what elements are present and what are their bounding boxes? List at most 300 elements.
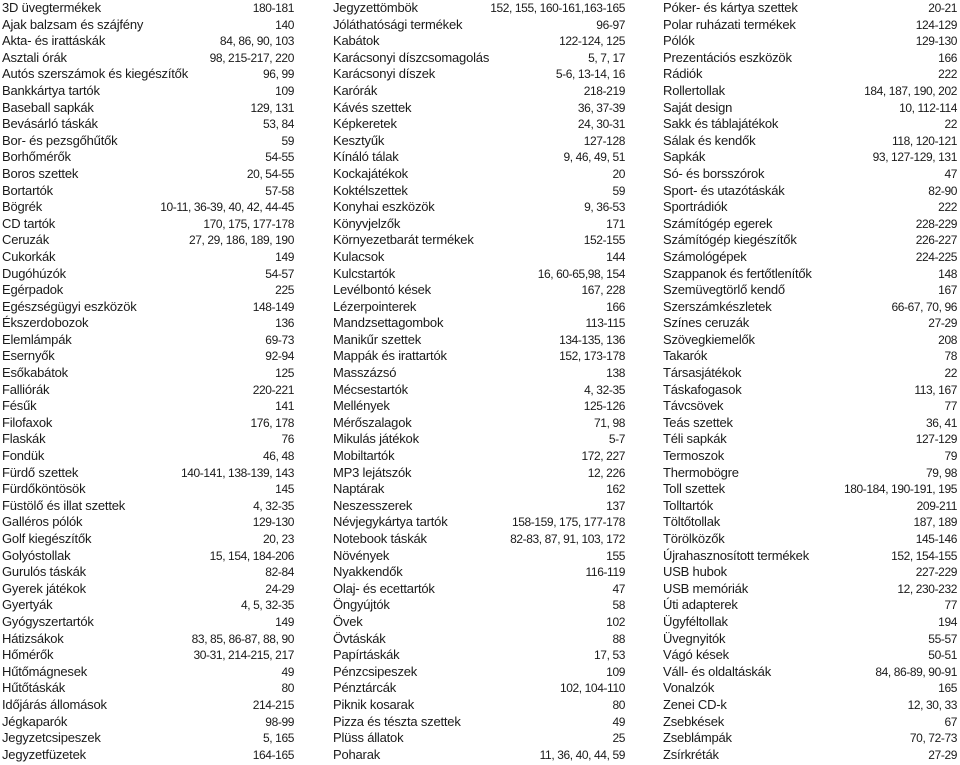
index-entry xyxy=(333,398,625,415)
index-term: Borhőmérők xyxy=(2,149,71,165)
index-page-numbers: 4, 32-35 xyxy=(253,498,294,513)
index-entry xyxy=(663,183,957,200)
index-page-numbers: 118, 120-121 xyxy=(891,133,957,148)
index-term: Papírtáskák xyxy=(333,647,400,663)
index-entry xyxy=(333,581,625,598)
index-term: Tolltartók xyxy=(663,497,714,513)
index-entry xyxy=(333,697,625,714)
index-entry xyxy=(663,50,957,67)
index-page-numbers: 36, 37-39 xyxy=(577,100,625,115)
index-term: Szerszámkészletek xyxy=(663,298,772,314)
index-page-numbers: 140-141, 138-139, 143 xyxy=(180,465,294,480)
index-term: Mandzsettagombok xyxy=(333,315,444,331)
index-page-numbers: 171 xyxy=(606,216,625,231)
index-page-numbers: 155 xyxy=(606,548,625,563)
index-page-numbers: 12, 226 xyxy=(587,465,625,480)
index-term: Jegyzetcsipeszek xyxy=(2,730,101,746)
index-term: Gyertyák xyxy=(2,597,53,613)
index-entry xyxy=(333,382,625,399)
index-page-numbers: 15, 154, 184-206 xyxy=(209,548,294,563)
index-entry xyxy=(2,730,294,747)
index-entry xyxy=(663,664,957,681)
index-term: Számológépek xyxy=(663,248,747,264)
index-entry xyxy=(663,481,957,498)
index-page-numbers: 77 xyxy=(944,598,957,613)
index-term: Egérpadok xyxy=(2,282,64,298)
index-term: Zenei CD-k xyxy=(663,696,727,712)
index-page-numbers: 82-83, 87, 91, 103, 172 xyxy=(510,532,625,546)
index-term: Fürdőköntösök xyxy=(2,481,86,497)
index-page-numbers: 152, 154-155 xyxy=(891,548,957,563)
index-page-numbers: 152-155 xyxy=(583,233,625,248)
index-term: Bortartók xyxy=(2,182,53,198)
index-page-numbers: 84, 86, 90, 103 xyxy=(219,34,294,49)
index-page-numbers: 70, 72-73 xyxy=(909,731,957,746)
index-term: Bögrék xyxy=(2,199,42,215)
index-entry xyxy=(2,249,294,266)
index-term: Kesztyűk xyxy=(333,132,385,148)
index-page-numbers: 127-128 xyxy=(583,133,625,148)
index-term: Elemlámpák xyxy=(2,331,72,347)
index-page-numbers: 102, 104-110 xyxy=(559,681,625,696)
index-page-numbers: 47 xyxy=(612,581,625,596)
index-term: Flaskák xyxy=(2,431,46,447)
index-term: Termoszok xyxy=(663,448,725,464)
index-page-numbers: 176, 178 xyxy=(250,415,294,430)
index-page-numbers: 149 xyxy=(275,249,294,264)
index-entry xyxy=(663,548,957,565)
index-term: Toll szettek xyxy=(663,481,725,497)
index-term: Sapkák xyxy=(663,149,706,165)
index-page-numbers: 166 xyxy=(938,50,957,65)
index-term: Autós szerszámok és kiegészítők xyxy=(2,66,188,82)
index-term: Zseblámpák xyxy=(663,730,732,746)
index-term: Hátizsákok xyxy=(2,630,64,646)
index-entry xyxy=(663,498,957,515)
index-page-numbers: 184, 187, 190, 202 xyxy=(864,83,957,98)
index-page-numbers: 67 xyxy=(944,714,957,729)
index-term: Rádiók xyxy=(663,66,703,82)
index-entry xyxy=(333,747,625,764)
index-entry xyxy=(663,83,957,100)
index-page-numbers: 57-58 xyxy=(265,183,294,198)
index-entry xyxy=(663,348,957,365)
index-term: Hűtőtáskák xyxy=(2,680,66,696)
index-entry xyxy=(663,597,957,614)
index-term: Prezentációs eszközök xyxy=(663,49,792,65)
index-entry xyxy=(2,116,294,133)
index-page-numbers: 127-129 xyxy=(915,432,957,447)
index-term: Pénzcsipeszek xyxy=(333,663,418,679)
index-entry xyxy=(663,730,957,747)
index-page-numbers: 53, 84 xyxy=(263,117,294,132)
index-page-numbers: 12, 30, 33 xyxy=(907,697,957,712)
index-term: Notebook táskák xyxy=(333,531,427,546)
index-page-numbers: 50-51 xyxy=(928,648,957,663)
index-page-numbers: 93, 127-129, 131 xyxy=(872,150,957,165)
index-term: Golyóstollak xyxy=(2,547,71,563)
index-page-numbers: 109 xyxy=(606,664,625,679)
index-page-numbers: 136 xyxy=(275,316,294,331)
index-entry xyxy=(2,17,294,34)
index-term: Boros szettek xyxy=(2,165,79,181)
index-term: Szappanok és fertőtlenítők xyxy=(663,265,812,281)
index-entry xyxy=(333,597,625,614)
index-page-numbers: 152, 155, 160-161,163-165 xyxy=(490,1,625,15)
index-term: Bankkártya tartók xyxy=(2,82,100,98)
index-entry xyxy=(663,514,957,531)
index-entry xyxy=(333,481,625,498)
index-page-numbers: 224-225 xyxy=(915,249,957,264)
index-entry xyxy=(663,680,957,697)
index-term: Masszázsó xyxy=(333,365,397,381)
index-entry xyxy=(333,448,625,465)
index-entry xyxy=(663,631,957,648)
index-entry xyxy=(2,498,294,515)
index-entry xyxy=(2,597,294,614)
index-term: Galléros pólók xyxy=(2,514,83,530)
index-term: MP3 lejátszók xyxy=(333,464,412,480)
index-term: USB hubok xyxy=(663,564,727,580)
index-term: Cukorkák xyxy=(2,248,56,264)
index-entry xyxy=(333,83,625,100)
index-page-numbers: 98-99 xyxy=(265,714,294,729)
index-page-numbers: 17, 53 xyxy=(594,648,625,663)
index-term: Golf kiegészítők xyxy=(2,531,92,546)
index-page-numbers: 71, 98 xyxy=(594,415,625,430)
index-entry xyxy=(2,714,294,731)
index-page-numbers: 148 xyxy=(938,266,957,281)
index-entry xyxy=(333,365,625,382)
index-term: Nyakkendők xyxy=(333,564,403,580)
index-entry xyxy=(2,66,294,83)
index-entry xyxy=(2,0,294,17)
index-term: Fürdő szettek xyxy=(2,464,79,480)
index-page-numbers: 109 xyxy=(275,83,294,98)
index-term: Társasjátékok xyxy=(663,365,742,381)
index-page-numbers: 165 xyxy=(938,681,957,696)
index-term: Ügyféltollak xyxy=(663,613,728,629)
index-term: Sakk és táblajátékok xyxy=(663,116,779,132)
index-page-numbers: 59 xyxy=(612,183,625,198)
index-term: Növények xyxy=(333,547,390,563)
index-page-numbers: 27-29 xyxy=(928,316,957,331)
index-term: Jegyzettömbök xyxy=(333,0,418,15)
index-page-numbers: 228-229 xyxy=(915,216,957,231)
index-column-1 xyxy=(2,0,294,763)
index-page-numbers: 54-57 xyxy=(265,266,294,281)
index-entry xyxy=(2,581,294,598)
index-entry xyxy=(663,614,957,631)
index-page-numbers: 137 xyxy=(606,498,625,513)
index-entry xyxy=(333,730,625,747)
index-term: Mikulás játékok xyxy=(333,431,419,447)
index-entry xyxy=(663,199,957,216)
index-page-numbers: 5, 165 xyxy=(263,731,294,746)
index-page-numbers: 10, 112-114 xyxy=(899,100,957,115)
index-term: Újrahasznosított termékek xyxy=(663,547,810,563)
index-page-numbers: 9, 36-53 xyxy=(584,200,625,215)
index-page-numbers: 98, 215-217, 220 xyxy=(209,50,294,65)
index-column-2 xyxy=(333,0,625,763)
index-term: Környezetbarát termékek xyxy=(333,232,474,248)
index-entry xyxy=(333,714,625,731)
index-term: Filofaxok xyxy=(2,414,53,430)
index-page-numbers: 222 xyxy=(938,67,957,82)
index-term: Asztali órák xyxy=(2,49,67,65)
index-entry xyxy=(333,66,625,83)
index-entry xyxy=(333,266,625,283)
index-term: Övtáskák xyxy=(333,630,386,646)
index-term: Zsebkések xyxy=(663,713,725,729)
index-page-numbers: 10-11, 36-39, 40, 42, 44-45 xyxy=(160,200,294,215)
index-entry xyxy=(663,299,957,316)
index-term: Neszesszerek xyxy=(333,497,413,513)
index-term: Vágó kések xyxy=(663,647,729,663)
index-entry xyxy=(663,581,957,598)
index-entry xyxy=(2,282,294,299)
index-page-numbers: 4, 5, 32-35 xyxy=(241,598,294,613)
index-entry xyxy=(2,299,294,316)
index-entry xyxy=(2,83,294,100)
index-entry xyxy=(333,465,625,482)
index-term: Kávés szettek xyxy=(333,99,412,115)
index-entry xyxy=(663,531,957,548)
index-term: USB memóriák xyxy=(663,580,749,596)
index-entry xyxy=(2,481,294,498)
index-term: Mécsestartók xyxy=(333,381,408,397)
index-entry xyxy=(2,514,294,531)
index-entry xyxy=(2,448,294,465)
index-page-numbers: 166 xyxy=(606,299,625,314)
index-term: Falliórák xyxy=(2,381,50,397)
index-page-numbers: 36, 41 xyxy=(926,415,957,430)
index-entry xyxy=(333,282,625,299)
index-term: Jégkaparók xyxy=(2,713,68,729)
index-term: Időjárás állomások xyxy=(2,696,107,712)
index-term: Póker- és kártya szettek xyxy=(663,0,798,15)
index-term: Ceruzák xyxy=(2,232,50,248)
index-page-numbers: 78 xyxy=(944,349,957,364)
index-page-numbers: 82-84 xyxy=(265,565,294,580)
index-term: Sport- és utazótáskák xyxy=(663,182,785,198)
index-term: Dugóhúzók xyxy=(2,265,66,281)
index-page-numbers: 214-215 xyxy=(252,697,294,712)
index-term: Zsírkréták xyxy=(663,746,719,762)
index-entry xyxy=(333,531,625,548)
index-page-numbers: 113, 167 xyxy=(914,382,957,397)
index-page-numbers: 47 xyxy=(944,166,957,181)
index-page-numbers: 22 xyxy=(944,366,957,381)
index-page-numbers: 226-227 xyxy=(915,233,957,248)
index-term: Gurulós táskák xyxy=(2,564,86,580)
index-entry xyxy=(2,365,294,382)
index-entry xyxy=(333,149,625,166)
index-entry xyxy=(663,116,957,133)
index-entry xyxy=(2,697,294,714)
index-entry xyxy=(333,116,625,133)
index-entry xyxy=(2,199,294,216)
index-entry xyxy=(2,133,294,150)
index-term: Baseball sapkák xyxy=(2,99,94,115)
index-page-numbers: 46, 48 xyxy=(263,449,294,464)
index-page-numbers: 24, 30-31 xyxy=(577,117,625,132)
index-entry xyxy=(333,498,625,515)
index-term: Rollertollak xyxy=(663,82,725,98)
index-term: Hőmérők xyxy=(2,647,54,663)
index-entry xyxy=(2,631,294,648)
index-entry xyxy=(2,315,294,332)
index-entry xyxy=(663,232,957,249)
index-entry xyxy=(2,564,294,581)
index-term: Akta- és irattáskák xyxy=(2,33,106,49)
index-entry xyxy=(663,431,957,448)
index-term: Karórák xyxy=(333,82,378,98)
index-entry xyxy=(333,100,625,117)
index-term: Mobiltartók xyxy=(333,448,395,464)
index-term: Úti adapterek xyxy=(663,597,738,613)
index-term: Kulacsok xyxy=(333,248,385,264)
index-page-numbers: 134-135, 136 xyxy=(559,332,625,347)
index-entry xyxy=(663,0,957,17)
index-page-numbers: 145-146 xyxy=(915,532,957,546)
index-page-numbers: 5, 7, 17 xyxy=(588,50,625,65)
index-term: Ékszerdobozok xyxy=(2,315,89,331)
index-entry xyxy=(333,548,625,565)
index-entry xyxy=(663,747,957,764)
index-entry xyxy=(2,50,294,67)
index-entry xyxy=(663,100,957,117)
index-page-numbers: 194 xyxy=(938,614,957,629)
index-term: Színes ceruzák xyxy=(663,315,750,331)
index-term: Sportrádiók xyxy=(663,199,728,215)
index-term: Mérőszalagok xyxy=(333,414,412,430)
index-term: Fésűk xyxy=(2,398,37,414)
index-entry xyxy=(333,680,625,697)
index-page-numbers: 69-73 xyxy=(265,332,294,347)
index-page-numbers: 116-119 xyxy=(585,565,625,580)
index-term: Névjegykártya tartók xyxy=(333,514,448,530)
index-entry xyxy=(2,266,294,283)
index-page-numbers: 180-184, 190-191, 195 xyxy=(843,482,957,497)
index-column-3 xyxy=(663,0,957,763)
index-page-numbers: 144 xyxy=(606,249,625,264)
index-entry xyxy=(333,631,625,648)
index-term: Thermobögre xyxy=(663,464,739,480)
index-page-numbers: 167 xyxy=(938,283,957,298)
index-page-numbers: 141 xyxy=(275,399,294,414)
index-page-numbers: 113-115 xyxy=(585,316,625,331)
index-term: Kínáló tálak xyxy=(333,149,399,165)
index-entry xyxy=(2,465,294,482)
index-entry xyxy=(2,332,294,349)
index-term: Pólók xyxy=(663,33,695,49)
index-page-numbers: 58 xyxy=(612,598,625,613)
index-term: Konyhai eszközök xyxy=(333,199,435,215)
index-term: Számítógép egerek xyxy=(663,215,773,231)
index-term: Számítógép kiegészítők xyxy=(663,232,797,248)
index-entry xyxy=(2,216,294,233)
index-term: Jegyzetfüzetek xyxy=(2,746,86,762)
index-term: Váll- és oldaltáskák xyxy=(663,663,771,679)
index-page-numbers: 149 xyxy=(275,614,294,629)
index-entry xyxy=(2,348,294,365)
index-entry xyxy=(333,614,625,631)
index-page-numbers: 102 xyxy=(606,614,625,629)
index-page-numbers: 4, 32-35 xyxy=(584,382,625,397)
index-entry xyxy=(2,382,294,399)
index-page-numbers: 30-31, 214-215, 217 xyxy=(193,648,294,663)
index-entry xyxy=(2,183,294,200)
index-page-numbers: 164-165 xyxy=(252,747,294,762)
index-page-numbers: 92-94 xyxy=(265,349,294,364)
index-entry xyxy=(333,431,625,448)
index-term: Karácsonyi díszcsomagolás xyxy=(333,49,490,65)
index-entry xyxy=(663,398,957,415)
index-term: Szövegkiemelők xyxy=(663,331,755,347)
index-term: Polar ruházati termékek xyxy=(663,16,796,32)
index-page-numbers: 11, 36, 40, 44, 59 xyxy=(539,747,625,762)
index-entry xyxy=(663,647,957,664)
index-term: Karácsonyi díszek xyxy=(333,66,436,82)
index-term: CD tartók xyxy=(2,215,56,231)
index-entry xyxy=(333,216,625,233)
index-term: Bevásárló táskák xyxy=(2,116,98,132)
index-entry xyxy=(663,266,957,283)
index-page-numbers: 79 xyxy=(944,449,957,464)
index-term: Üvegnyitók xyxy=(663,630,726,646)
index-page-numbers: 20 xyxy=(612,166,625,181)
index-entry xyxy=(333,564,625,581)
index-page-numbers: 5-7 xyxy=(608,432,625,447)
index-page-numbers: 125-126 xyxy=(583,399,625,414)
index-entry xyxy=(333,664,625,681)
index-page-numbers: 145 xyxy=(275,482,294,497)
index-page-numbers: 16, 60-65,98, 154 xyxy=(537,266,625,281)
index-entry xyxy=(2,647,294,664)
index-entry xyxy=(333,514,625,531)
index-term: Levélbontó kések xyxy=(333,282,431,298)
index-term: Jóláthatósági termékek xyxy=(333,16,463,32)
index-page-numbers: 124-129 xyxy=(915,17,957,32)
index-entry xyxy=(333,50,625,67)
index-term: Kockajátékok xyxy=(333,165,408,181)
index-term: Esernyők xyxy=(2,348,55,364)
index-term: Téli sapkák xyxy=(663,431,727,447)
index-term: Hűtőmágnesek xyxy=(2,663,88,679)
index-entry xyxy=(663,166,957,183)
index-entry xyxy=(2,166,294,183)
index-page-numbers: 96, 99 xyxy=(263,67,294,82)
index-page-numbers: 172, 227 xyxy=(581,449,625,464)
index-entry xyxy=(2,614,294,631)
index-term: Teás szettek xyxy=(663,414,733,430)
index-entry xyxy=(333,315,625,332)
index-term: Gyógyszertartók xyxy=(2,613,94,629)
index-entry xyxy=(663,282,957,299)
index-entry xyxy=(663,697,957,714)
index-entry xyxy=(663,33,957,50)
index-entry xyxy=(2,100,294,117)
index-term: Olaj- és ecettartók xyxy=(333,580,435,596)
index-entry xyxy=(333,133,625,150)
index-term: 3D üvegtermékek xyxy=(2,0,101,15)
index-page-numbers: 96-97 xyxy=(596,17,625,32)
index-page-numbers: 79, 98 xyxy=(926,465,957,480)
index-term: Képkeretek xyxy=(333,116,397,132)
index-term: Manikűr szettek xyxy=(333,331,422,347)
index-term: Sálak és kendők xyxy=(663,132,756,148)
